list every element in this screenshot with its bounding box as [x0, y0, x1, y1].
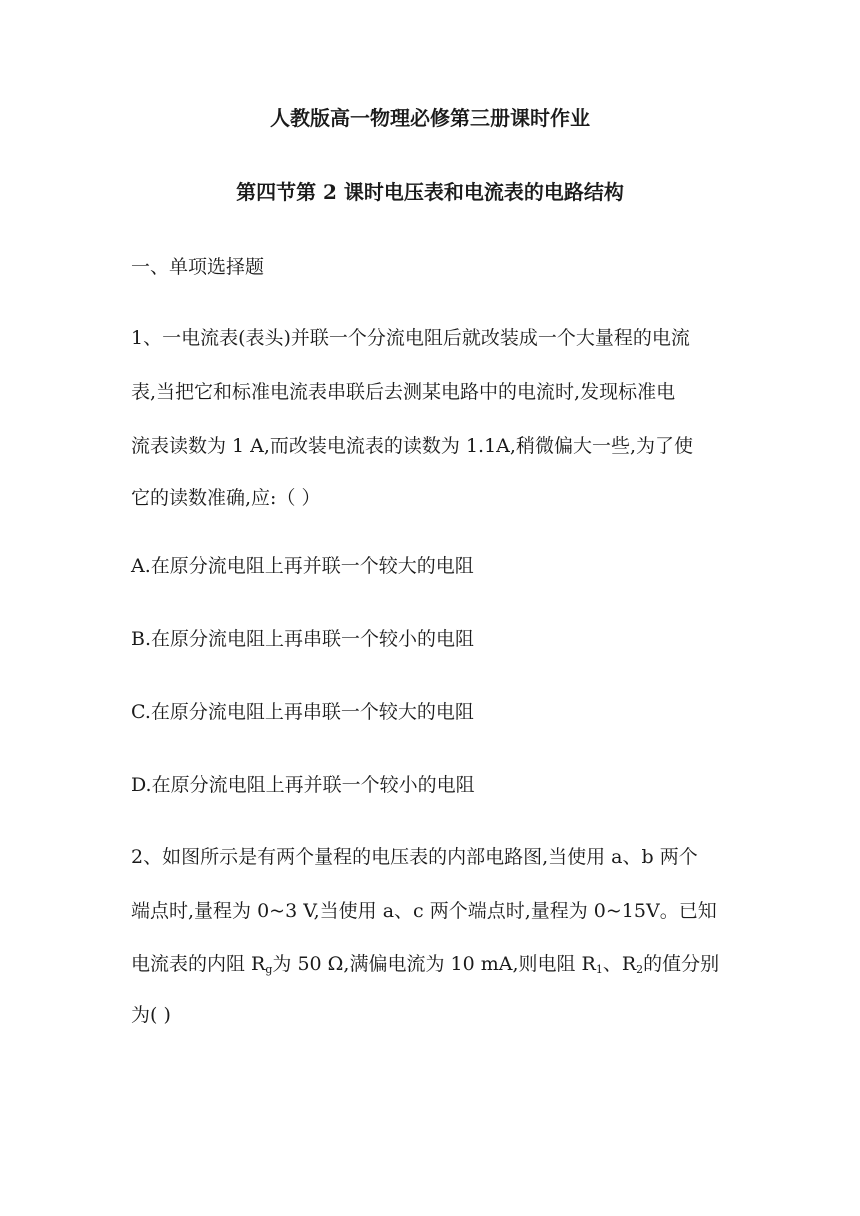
- subscript-2: 2: [636, 963, 644, 976]
- document-title: 人教版高一物理必修第三册课时作业: [270, 106, 590, 130]
- option-c: C.在原分流电阻上再串联一个较大的电阻: [131, 701, 474, 723]
- option-a: A.在原分流电阻上再并联一个较大的电阻: [131, 555, 474, 577]
- question-1-line-3: 流表读数为 1 A,而改装电流表的读数为 1.1A,稍微偏大一些,为了使: [131, 435, 693, 457]
- line-3-text-d: 的值分别: [643, 953, 720, 975]
- line-3-text-c: 、R: [602, 953, 637, 975]
- question-2-line-4: 为( ): [131, 1004, 171, 1026]
- question-2-line-3: [131, 952, 719, 976]
- document-subtitle: 第四节第 2 课时电压表和电流表的电路结构: [236, 180, 624, 204]
- question-2-line-1: 2、如图所示是有两个量程的电压表的内部电路图,当使用 a、b 两个: [131, 846, 698, 868]
- line-3-text-b: 为 50 Ω,满偏电流为 10 mA,则电阻 R: [272, 953, 596, 975]
- section-heading: 一、单项选择题: [131, 256, 265, 278]
- subscript-g: g: [265, 963, 273, 976]
- subscript-1: 1: [595, 963, 603, 976]
- option-b: B.在原分流电阻上再串联一个较小的电阻: [131, 628, 475, 650]
- question-1-line-4: 它的读数准确,应:（ ）: [131, 487, 321, 509]
- question-1-line-2: 表,当把它和标准电流表串联后去测某电路中的电流时,发现标准电: [131, 381, 676, 403]
- line-3-text-a: 电流表的内阻 R: [131, 953, 266, 975]
- question-1-line-1: 1、一电流表(表头)并联一个分流电阻后就改装成一个大量程的电流: [131, 327, 690, 349]
- question-2-line-2: 端点时,量程为 0~3 V,当使用 a、c 两个端点时,量程为 0~15V。已知: [131, 900, 717, 922]
- option-d: D.在原分流电阻上再并联一个较小的电阻: [131, 774, 475, 796]
